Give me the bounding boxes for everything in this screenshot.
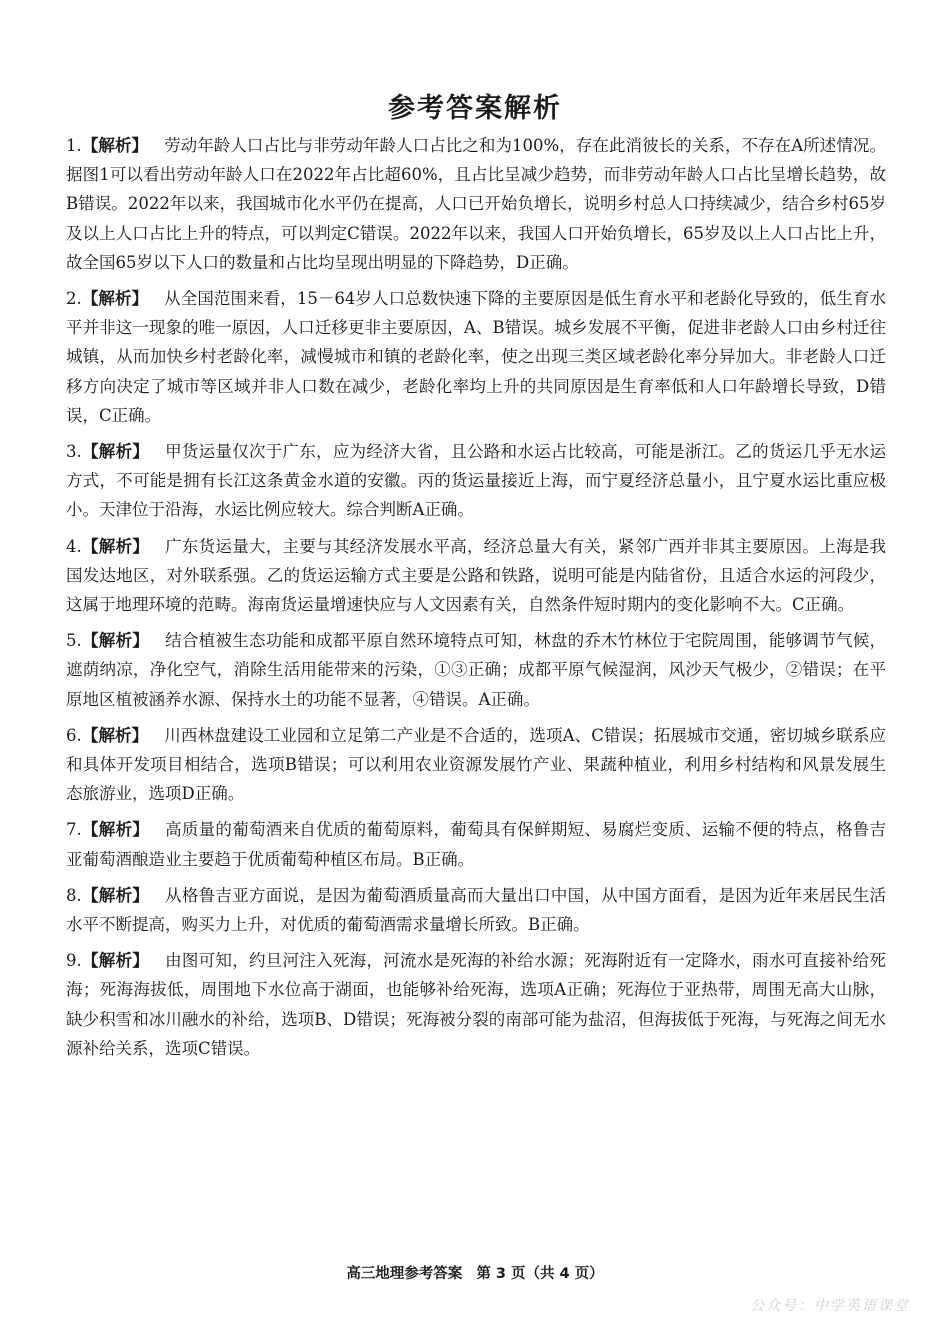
answer-number: 5. xyxy=(66,631,82,651)
answer-item xyxy=(66,532,886,620)
analysis-tag: 【解析】 xyxy=(81,725,149,745)
analysis-tag: 【解析】 xyxy=(81,951,150,971)
analysis-tag: 【解析】 xyxy=(81,136,149,155)
page-footer xyxy=(0,1262,950,1283)
answer-number: 9. xyxy=(66,951,82,971)
answer-item xyxy=(66,815,886,873)
answer-text: 川西林盘建设工业园和立足第二产业是不合适的，选项A、C错误；拓展城市交通，密切城乡联系应和具体开发项目相结合，选项B错误；可以利用农业资源发展竹产业、果蔬种植业，利用乡村结构和风景发展生态旅游业，选项D正确。 xyxy=(66,725,887,804)
answer-item xyxy=(66,946,886,1063)
answer-text: 甲货运量仅次于广东，应为经济大省，且公路和水运占比较高，可能是浙江。乙的货运几乎无水运方式，不可能是拥有长江这条黄金水道的安徽。丙的货运量接近上海，而宁夏经济总量小，且宁夏水运比重应极小。天津位于沿海，水运比例应较大。综合判断A正确。 xyxy=(66,442,887,520)
footer-page-number: 第 3 页（共 4 页） xyxy=(476,1266,604,1282)
answer-number: 7. xyxy=(66,820,82,840)
analysis-tag: 【解析】 xyxy=(81,442,150,462)
answer-number: 2. xyxy=(66,289,82,309)
analysis-tag: 【解析】 xyxy=(81,536,150,556)
answer-item xyxy=(66,437,886,525)
analysis-tag: 【解析】 xyxy=(81,885,150,905)
answer-number: 1. xyxy=(66,136,82,155)
answer-text: 从格鲁吉亚方面说，是因为葡萄酒质量高而大量出口中国，从中国方面看，是因为近年来居民生活水平不断提高，购买力上升，对优质的葡萄酒需求量增长所致。B正确。 xyxy=(66,885,887,935)
analysis-tag: 【解析】 xyxy=(81,820,150,840)
page-title: 参考答案解析 xyxy=(388,93,562,124)
answer-text: 由图可知，约旦河注入死海，河流水是死海的补给水源；死海附近有一定降水，雨水可直接补给死海；死海海拔低，周围地下水位高于湖面，也能够补给死海，选项A正确；死海位于亚热带，周围无高大山脉，缺少积雪和冰川融水的补给，选项B、D错误；死海被分裂的南部可能为盐沼，但海拔低于死海，与死海之间无水源补给关系，选项C错误。 xyxy=(66,951,887,1058)
answer-item xyxy=(66,131,886,277)
answer-list xyxy=(66,131,886,1070)
answer-number: 4. xyxy=(66,536,82,556)
analysis-tag: 【解析】 xyxy=(81,289,149,309)
answer-text: 高质量的葡萄酒来自优质的葡萄原料，葡萄具有保鲜期短、易腐烂变质、运输不便的特点，格鲁吉亚葡萄酒酿造业主要趋于优质葡萄种植区布局。B正确。 xyxy=(66,820,887,869)
answer-item xyxy=(66,626,886,714)
answer-text: 广东货运量大，主要与其经济发展水平高，经济总量大有关，紧邻广西并非其主要原因。上海是我国发达地区，对外联系强。乙的货运运输方式主要是公路和铁路，说明可能是内陆省份，且适合水运的河段少，这属于地理环境的范畴。海南货运量增速快应与人文因素有关，自然条件短时期内的变化影响不大。C正确。 xyxy=(66,536,887,615)
answer-number: 6. xyxy=(66,725,82,745)
analysis-tag: 【解析】 xyxy=(81,631,150,651)
answer-number: 3. xyxy=(66,442,82,462)
answer-text: 结合植被生态功能和成都平原自然环境特点可知，林盘的乔木竹林位于宅院周围，能够调节气候，遮荫纳凉，净化空气，消除生活用能带来的污染，①③正确；成都平原气候湿润，风沙天气极少，②错误；在平原地区植被涵养水源、保持水土的功能不显著，④错误。A正确。 xyxy=(66,631,887,709)
answer-number: 8. xyxy=(66,885,82,905)
answer-item xyxy=(66,881,886,939)
watermark-text: 公众号：中学英语课堂 xyxy=(750,1298,910,1314)
answer-item xyxy=(66,284,886,430)
footer-subject: 高三地理参考答案 xyxy=(346,1266,463,1282)
answer-text: 劳动年龄人口占比与非劳动年龄人口占比之和为100%，存在此消彼长的关系，不存在A所述情况。据图1可以看出劳动年龄人口在2022年占比超60%，且占比呈减少趋势，而非劳动年龄人口占比呈增长趋势，故B错误。2022年以来，我国城市化水平仍在提高，人口已开始负增长，说明乡村总人口持续减少，结合乡村65岁及以上人口占比上升的特点，可以判定C错误。2022年以来，我国人口开始负增长，65岁及以上人口占比上升，故全国65岁以下人口的数量和占比均呈现出明显的下降趋势，D正确。 xyxy=(66,136,886,272)
answer-item xyxy=(66,721,886,809)
answer-text: 从全国范围来看，15－64岁人口总数快速下降的主要原因是低生育水平和老龄化导致的，低生育水平并非这一现象的唯一原因，人口迁移更非主要原因，A、B错误。城乡发展不平衡，促进非老龄人口由乡村迁往城镇，从而加快乡村老龄化率，减慢城市和镇的老龄化率，使之出现三类区域老龄化率分异加大。非老龄人口迁移方向决定了城市等区域并非人口数在减少，老龄化率均上升的共同原因是生育率低和人口年龄增长导致，D错误，C正确。 xyxy=(66,289,886,425)
